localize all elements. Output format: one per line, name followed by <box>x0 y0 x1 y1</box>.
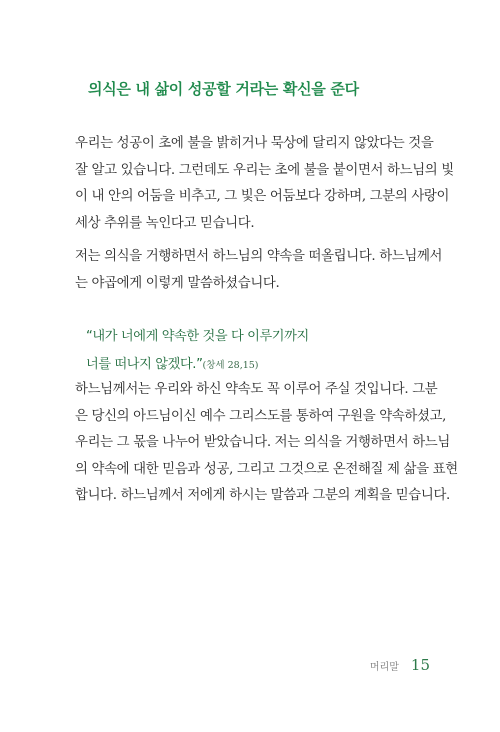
quote-line-2-text: 너를 떠나지 않겠다.” <box>86 357 203 372</box>
paragraph-line: 합니다. 하느님께서 저에게 하시는 말씀과 그분의 계획을 믿습니다. <box>75 488 450 503</box>
scripture-reference: (창세 28,15) <box>202 360 259 371</box>
paragraph-line: 하느님께서는 우리와 하신 약속도 꼭 이루어 주실 것입니다. 그분 <box>75 382 438 397</box>
paragraph-line: 은 당신의 아드님이신 예수 그리스도를 통하여 구원을 약속하셨고, <box>75 408 447 424</box>
page-footer <box>370 656 430 674</box>
paragraph-line: 이 내 안의 어둠을 비추고, 그 빛은 어둠보다 강하며, 그분의 사랑이 <box>75 189 450 204</box>
quote-line-1: “내가 너에게 약속한 것을 다 이루기까지 <box>86 329 309 344</box>
paragraph-line: 우리는 그 몫을 나누어 받았습니다. 저는 의식을 거행하면서 하느님 <box>75 435 450 450</box>
section-title: 머리말 <box>369 662 399 673</box>
paragraph-1 <box>75 131 454 237</box>
paragraph-2 <box>75 244 442 297</box>
paragraph-line: 우리는 성공이 초에 불을 밝히거나 묵상에 달리지 않았다는 것을 <box>75 136 434 151</box>
paragraph-line: 잘 알고 있습니다. 그런데도 우리는 초에 불을 붙이면서 하느님의 빛 <box>75 162 454 178</box>
quote-line-2 <box>86 351 309 380</box>
paragraph-3 <box>75 377 458 510</box>
scripture-quote <box>86 323 309 380</box>
paragraph-line: 세상 추위를 녹인다고 믿습니다. <box>75 215 255 231</box>
section-heading: 의식은 내 삶이 성공할 거라는 확신을 준다 <box>88 80 359 98</box>
paragraph-line: 는 야곱에게 이렇게 말씀하셨습니다. <box>75 275 280 291</box>
page-number: 15 <box>410 656 430 674</box>
paragraph-line: 의 약속에 대한 믿음과 성공, 그리고 그것으로 온전해질 제 삶을 표현 <box>75 461 458 477</box>
paragraph-line: 저는 의식을 거행하면서 하느님의 약속을 떠올립니다. 하느님께서 <box>75 249 443 264</box>
